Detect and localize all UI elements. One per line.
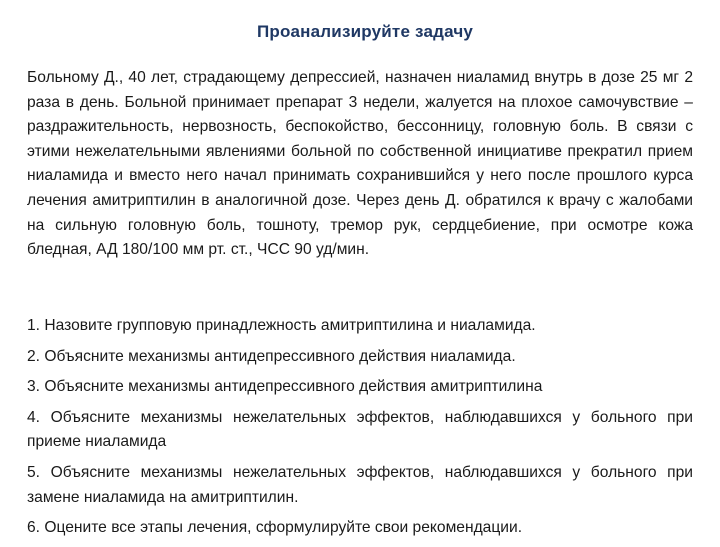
question-item: 2. Объясните механизмы антидепрессивного действия ниаламида. — [27, 347, 516, 365]
question-item: 6. Оцените все этапы лечения, сформулируйте свои рекомендации. — [27, 519, 523, 537]
question-item: 1. Назовите групповую принадлежность амитриптилина и ниаламида. — [27, 317, 536, 334]
question-item: 3. Объясните механизмы антидепрессивного действия амитриптилина — [27, 378, 543, 396]
question-item: 5. Объясните механизмы нежелательных эффектов, наблюдавшихся у больного при замене ниаламида на амитриптилин. — [27, 463, 693, 506]
case-description: Больному Д., 40 лет, страдающему депрессией, назначен ниаламид внутрь в дозе 25 мг 2 раза в день. Больной принимает препарат 3 недели, жалуется на плохое самочувствие – раздражительность, нервозность, беспокойство, бессонницу, головную боль. В связи с этими нежелательными явлениями больной по собственной инициативе прекратил прием ниаламида и вместо него начал принимать сохранившийся у него после прошлого курса лечения амитриптилин в аналогичной дозе. Через день Д. обратился к врачу с жалобами на сильную головную боль, тошноту, тремор рук, сердцебиение, при осмотре кожа бледная, АД 180/100 мм рт. ст., ЧСС 90 уд/мин. — [27, 69, 693, 259]
question-list — [27, 314, 693, 547]
question-item: 4. Объясните механизмы нежелательных эффектов, наблюдавшихся у больного при приеме ниаламида — [27, 408, 693, 451]
slide-title: Проанализируйте задачу — [256, 22, 474, 41]
